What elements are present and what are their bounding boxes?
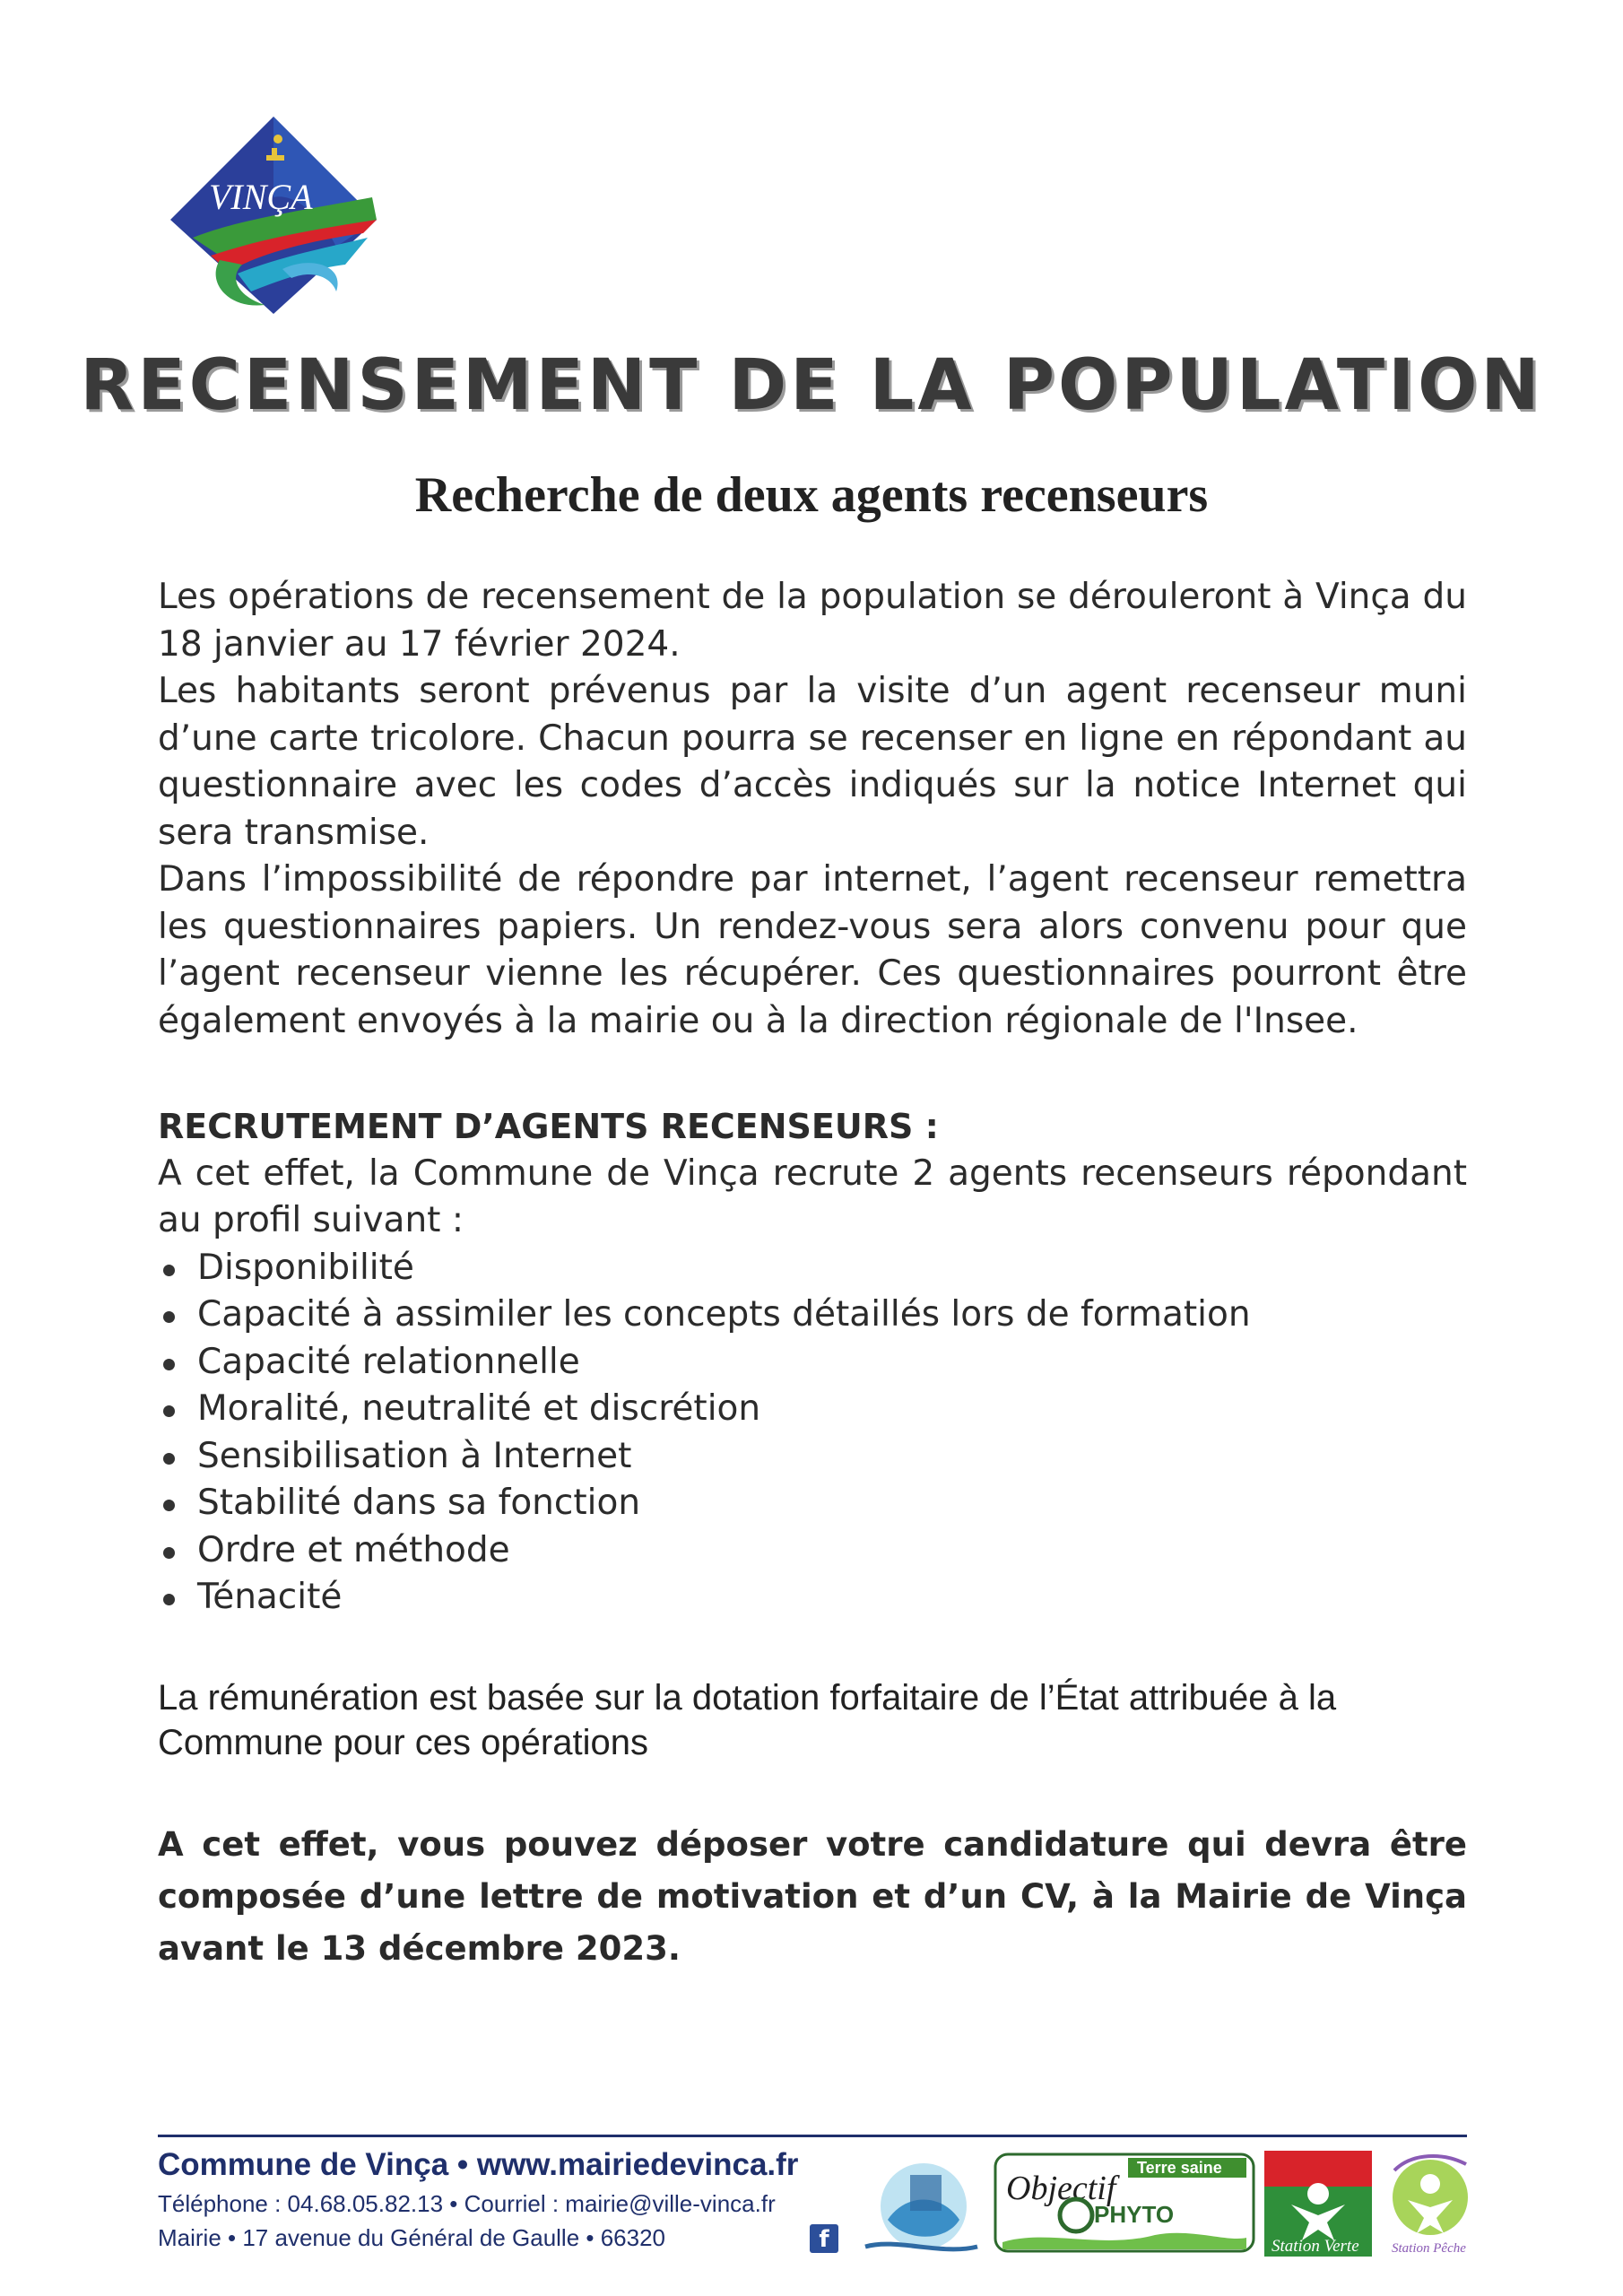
profile-list	[158, 1245, 1467, 1622]
remuneration-text: La rémunération est basée sur la dotation forfaitaire de l’État attribuée à la Commune pour ces opérations	[158, 1677, 1337, 1762]
footer-divider	[158, 2135, 1467, 2137]
recruitment-intro: A cet effet, la Commune de Vinça recrute 2 agents recenseurs répondant au profil suivant :	[158, 1152, 1467, 1240]
list-item: Moralité, neutralité et discrétion	[158, 1386, 1467, 1433]
station-peche-label: Station Pêche	[1392, 2241, 1466, 2256]
page-title: RECENSEMENT DE LA POPULATION	[80, 345, 1543, 426]
phyto-label: PHYTO	[1094, 2201, 1175, 2228]
facebook-icon[interactable]: f	[810, 2224, 838, 2253]
list-item: Capacité relationnelle	[158, 1339, 1467, 1387]
list-item: Sensibilisation à Internet	[158, 1433, 1467, 1481]
recruitment-heading: RECRUTEMENT D’AGENTS RECENSEURS :	[158, 1107, 939, 1146]
intro-paragraph-1: Les opérations de recensement de la population se dérouleront à Vinça du 18 janvier au 17 février 2024.	[158, 577, 1467, 665]
list-item: Stabilité dans sa fonction	[158, 1480, 1467, 1527]
station-verte-label: Station Verte	[1271, 2237, 1359, 2256]
intro-section	[158, 574, 1467, 1045]
station-verte-logo	[1264, 2151, 1372, 2257]
footer-address: Mairie • 17 avenue du Général de Gaulle • 66320	[158, 2224, 666, 2251]
list-item: Ordre et méthode	[158, 1527, 1467, 1575]
intro-paragraph-3: Dans l’impossibilité de répondre par internet, l’agent recenseur remettra les questionnaires papiers. Un rendez-vous sera alors convenu pour que l’agent recenseur vienne les récupérer. Ces questionnaires pourront être également envoyés à la mairie ou à la direction régionale de l'Insee.	[158, 859, 1467, 1041]
footer-commune-website: Commune de Vinça • www.mairiedevinca.fr	[158, 2147, 799, 2182]
footer-contact	[158, 2144, 857, 2255]
list-item: Capacité à assimiler les concepts détaillés lors de formation	[158, 1292, 1467, 1339]
terre-saine-label: Terre saine	[1137, 2159, 1222, 2177]
application-deadline-text: A cet effet, vous pouvez déposer votre candidature qui devra être composée d’une lettre de motivation et d’un CV, à la Mairie de Vinça avant le 13 décembre 2023.	[158, 1824, 1467, 1968]
document-body	[158, 574, 1467, 1975]
objectif-zero-phyto-logo	[994, 2152, 1255, 2253]
logo-text: VINÇA	[209, 177, 313, 217]
footer-phone-email: Téléphone : 04.68.05.82.13 • Courriel : mairie@ville-vinca.fr	[158, 2190, 776, 2217]
list-item: Disponibilité	[158, 1245, 1467, 1292]
water-economy-logo	[861, 2157, 982, 2269]
objectif-label: Objectif	[1006, 2170, 1116, 2207]
list-item: Ténacité	[158, 1574, 1467, 1622]
intro-paragraph-2: Les habitants seront prévenus par la visite d’un agent recenseur muni d’une carte tricolore. Chacun pourra se recenser en ligne en répondant au questionnaire avec les codes d’accès indiqués sur la notice Internet qui sera transmise.	[158, 671, 1467, 853]
vinca-logo	[166, 112, 399, 314]
station-peche-logo	[1381, 2148, 1480, 2257]
page-subtitle: Recherche de deux agents recenseurs	[414, 467, 1209, 523]
